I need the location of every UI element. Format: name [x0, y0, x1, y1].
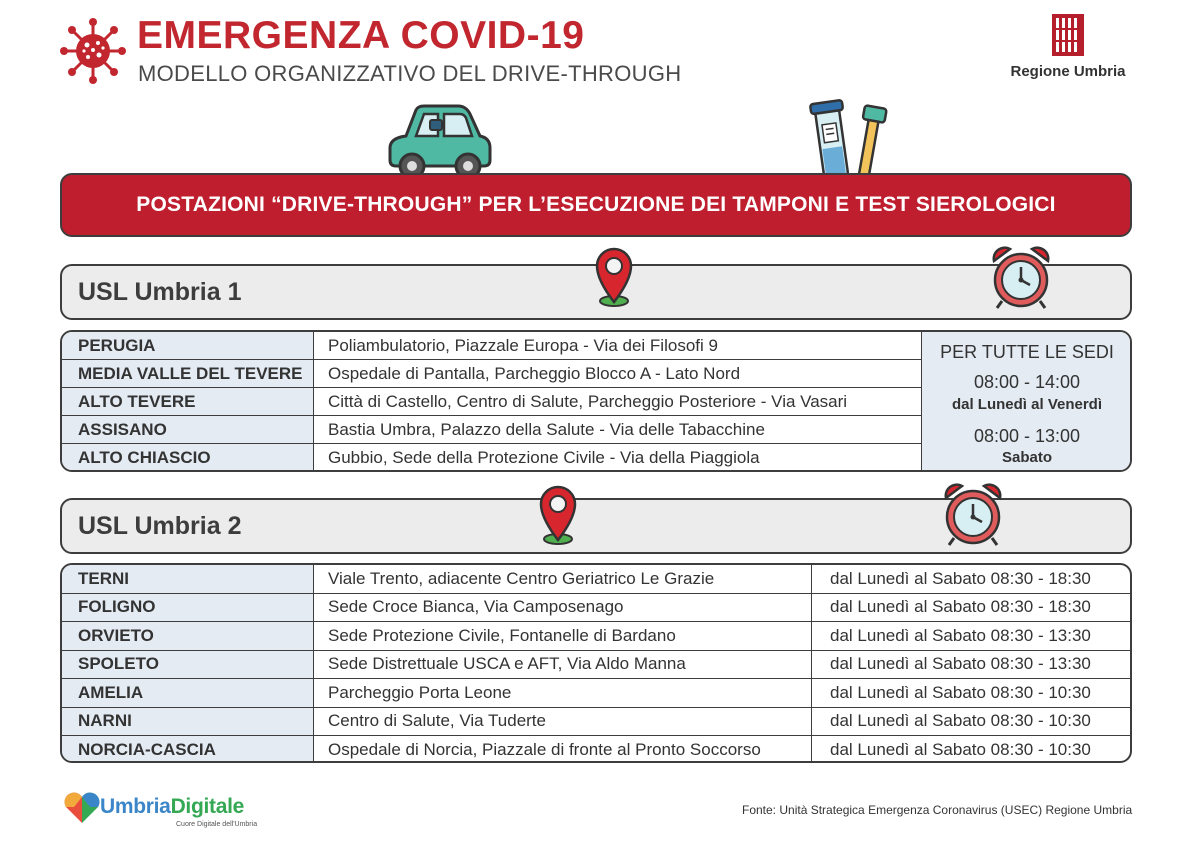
brand-part1: Umbria	[100, 795, 171, 818]
alarm-clock-icon	[988, 245, 1054, 311]
table-row	[62, 708, 1130, 737]
map-pin-icon	[591, 246, 637, 308]
table-row	[62, 594, 1130, 623]
map-pin-icon	[535, 484, 581, 546]
main-banner	[60, 173, 1132, 237]
umbria-digitale-logo	[100, 795, 244, 819]
area-address: Città di Castello, Centro di Salute, Parcheggio Posteriore - Via Vasari	[314, 388, 922, 415]
virus-icon	[60, 18, 126, 84]
area-name: SPOLETO	[62, 651, 314, 679]
area-hours: dal Lunedì al Sabato 08:30 - 10:30	[830, 682, 1091, 702]
table-row	[62, 416, 922, 444]
area-address: Gubbio, Sede della Protezione Civile - Via della Piaggiola	[314, 444, 922, 472]
area-name: AMELIA	[62, 679, 314, 707]
area-hours: dal Lunedì al Sabato 08:30 - 10:30	[830, 739, 1091, 759]
hours-saturday-days: Sabato	[1001, 449, 1052, 466]
source-note: Fonte: Unità Strategica Emergenza Coronavirus (USEC) Regione Umbria	[742, 803, 1133, 817]
hours-weekday-time: 08:00 - 14:00	[973, 372, 1081, 392]
banner-text: POSTAZIONI “DRIVE-THROUGH” PER L’ESECUZIONE DEI TAMPONI E TEST SIEROLOGICI	[136, 193, 1056, 216]
table-row	[62, 388, 922, 416]
usl2-table	[60, 563, 1132, 763]
usl1-title: USL Umbria 1	[78, 278, 242, 306]
area-hours: dal Lunedì al Sabato 08:30 - 13:30	[830, 654, 1091, 674]
area-address: Viale Trento, adiacente Centro Geriatrico Le Grazie	[314, 565, 812, 593]
area-name: NARNI	[62, 708, 314, 736]
region-logo-icon	[1052, 14, 1084, 56]
area-name: MEDIA VALLE DEL TEVERE	[62, 360, 314, 387]
area-address: Ospedale di Pantalla, Parcheggio Blocco A - Lato Nord	[314, 360, 922, 387]
alarm-clock-icon	[940, 482, 1006, 548]
brand-tagline: Cuore Digitale dell'Umbria	[176, 821, 258, 828]
region-name: Regione Umbria	[1010, 63, 1126, 80]
usl1-hours-box	[922, 332, 1132, 472]
car-icon	[386, 100, 494, 182]
hours-all-sites: PER TUTTE LE SEDI	[940, 342, 1114, 362]
hours-saturday-time: 08:00 - 13:00	[973, 426, 1081, 446]
heart-logo-icon	[62, 791, 102, 825]
area-hours: dal Lunedì al Sabato 08:30 - 18:30	[830, 568, 1091, 588]
page-subtitle: MODELLO ORGANIZZATIVO DEL DRIVE-THROUGH	[138, 61, 682, 86]
area-hours: dal Lunedì al Sabato 08:30 - 18:30	[830, 597, 1091, 617]
area-name: PERUGIA	[62, 332, 314, 359]
area-address: Bastia Umbra, Palazzo della Salute - Via delle Tabacchine	[314, 416, 922, 443]
area-name: ALTO CHIASCIO	[62, 444, 314, 472]
area-name: NORCIA-CASCIA	[62, 736, 314, 763]
area-name: FOLIGNO	[62, 594, 314, 622]
area-hours: dal Lunedì al Sabato 08:30 - 13:30	[830, 625, 1091, 645]
usl1-table	[60, 330, 1132, 472]
area-name: ALTO TEVERE	[62, 388, 314, 415]
area-address: Parcheggio Porta Leone	[314, 679, 812, 707]
area-address: Ospedale di Norcia, Piazzale di fronte al Pronto Soccorso	[314, 736, 812, 763]
area-name: TERNI	[62, 565, 314, 593]
area-address: Poliambulatorio, Piazzale Europa - Via dei Filosofi 9	[314, 332, 922, 359]
table-row	[62, 651, 1130, 680]
usl2-title: USL Umbria 2	[78, 512, 242, 540]
area-address: Sede Distrettuale USCA e AFT, Via Aldo Manna	[314, 651, 812, 679]
hours-weekday-days: dal Lunedì al Venerdì	[951, 396, 1103, 413]
table-row	[62, 360, 922, 388]
area-name: ORVIETO	[62, 622, 314, 650]
table-row	[62, 679, 1130, 708]
area-address: Sede Protezione Civile, Fontanelle di Bardano	[314, 622, 812, 650]
table-row	[62, 332, 922, 360]
area-hours: dal Lunedì al Sabato 08:30 - 10:30	[830, 711, 1091, 731]
table-row	[62, 736, 1130, 763]
table-row	[62, 622, 1130, 651]
area-address: Centro di Salute, Via Tuderte	[314, 708, 812, 736]
area-address: Sede Croce Bianca, Via Camposenago	[314, 594, 812, 622]
area-name: ASSISANO	[62, 416, 314, 443]
page-title: EMERGENZA COVID-19	[137, 14, 585, 57]
brand-part2: Digitale	[170, 795, 245, 818]
table-row	[62, 565, 1130, 594]
table-row	[62, 444, 922, 472]
